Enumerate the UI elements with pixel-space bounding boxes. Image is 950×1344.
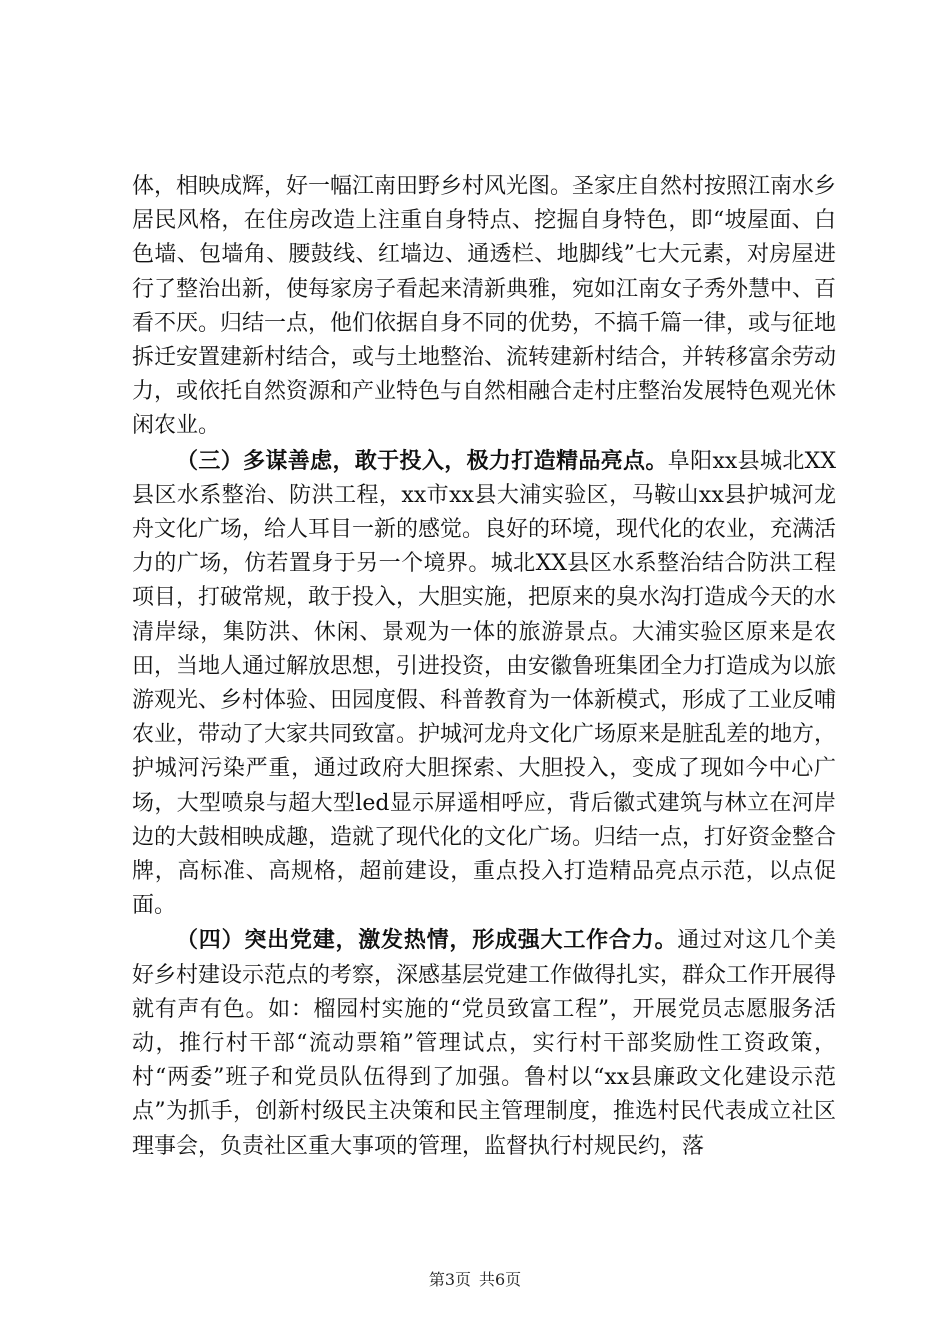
section-heading-4: （四）突出党建，激发热情，形成强大工作合力。 [176,927,678,954]
page-total: 共6页 [479,1270,522,1289]
paragraph-2-text: 阜阳xx县城北XX县区水系整治、防洪工程，xx市xx县大浦实验区，马鞍山xx县护城河龙舟文化广场，给人耳目一新的感觉。良好的环境，现代化的农业，充满活力的广场，仿若置身于另一个境界。城北XX县区水系整治结合防洪工程项目，打破常规，敢于投入，大胆实施，把原来的臭水沟打造成今天的水清岸绿，集防洪、休闲、景观为一体的旅游景点。大浦实验区原来是农田，当地人通过解放思想，引进投资，由安徽鲁班集团全力打造成为以旅游观光、乡村体验、田园度假、科普教育为一体新模式，形成了工业反哺农业，带动了大家共同致富。护城河龙舟文化广场原来是脏乱差的地方，护城河污染严重，通过政府大胆探索、大胆投入，变成了现如今中心广场，大型喷泉与超大型led显示屏遥相呼应，背后徽式建筑与林立在河岸边的大鼓相映成趣，造就了现代化的文化广场。归结一点，打好资金整合牌，高标准、高规格，超前建设，重点投入打造精品亮点示范，以点促面。 [132,448,837,919]
section-heading-3: （三）多谋善虑，敢于投入，极力打造精品亮点。 [176,447,668,474]
page-footer [0,1267,950,1290]
paragraph-2 [132,444,836,924]
paragraph-1 [132,170,836,444]
paragraph-3 [132,923,836,1163]
page-number: 第3页 [428,1270,471,1289]
paragraph-3-text: 通过对这几个美好乡村建设示范点的考察，深感基层党建工作做得扎实，群众工作开展得就有声有色。如：榴园村实施的“党员致富工程”，开展党员志愿服务活动，推行村干部“流动票箱”管理试点，实行村干部奖励性工资政策，村“两委”班子和党员队伍得到了加强。鲁村以“xx县廉政文化建设示范点”为抓手，创新村级民主决策和民主管理制度，推选村民代表成立社区理事会，负责社区重大事项的管理，监督执行村规民约，落 [132,928,837,1159]
document-body [132,170,836,1164]
paragraph-1-text: 体，相映成辉，好一幅江南田野乡村风光图。圣家庄自然村按照江南水乡居民风格，在住房改造上注重自身特点、挖掘自身特色，即“坡屋面、白色墙、包墙角、腰鼓线、红墙边、通透栏、地脚线”七大元素，对房屋进行了整治出新，使每家房子看起来清新典雅，宛如江南女子秀外慧中、百看不厌。归结一点，他们依据自身不同的优势，不搞千篇一律，或与征地拆迁安置建新村结合，或与土地整治、流转建新村结合，并转移富余劳动力，或依托自然资源和产业特色与自然相融合走村庄整治发展特色观光休闲农业。 [132,174,837,439]
